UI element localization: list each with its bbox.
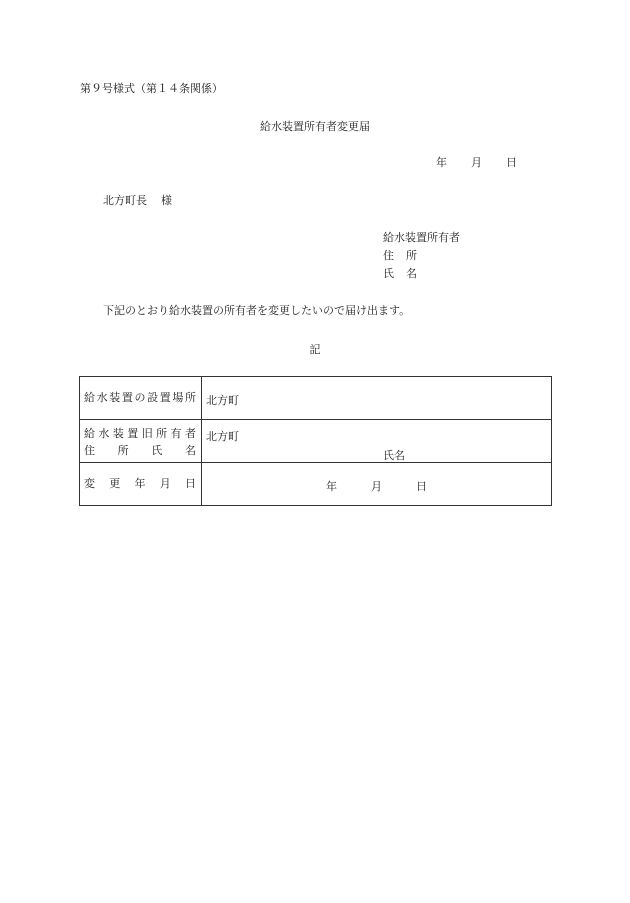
installation-location-label-cell [80,377,202,420]
change-date-year: 年 [326,480,337,493]
owner-block [383,232,460,286]
owner-name-label: 氏 名 [383,267,417,280]
ki-label: 記 [309,343,321,356]
addressee-name: 北方町長 [103,194,147,207]
addressee-honorific: 様 [161,194,172,207]
change-date-month: 月 [371,480,382,493]
body-text: 下記のとおり給水装置の所有者を変更したいので届け出ます。 [103,304,411,317]
owner-address-label: 住 所 [383,249,417,262]
previous-owner-value-cell[interactable] [202,420,552,463]
change-date-label: 変 更 年 月 日 [84,477,196,490]
change-date-day: 日 [416,480,427,493]
form-number: 第９号様式（第１４条関係） [80,82,223,95]
change-date-value-cell[interactable] [202,463,552,506]
document-title: 給水装置所有者変更届 [260,120,370,133]
change-date-label-cell [80,463,202,506]
installation-location-label: 給 水 装 置 の 設 置 場 所 [84,391,196,404]
date-day-label: 日 [506,156,517,169]
previous-owner-address-value: 北方町 [206,430,239,443]
date-month-label: 月 [471,156,482,169]
table-row-previous-owner [80,420,552,463]
previous-owner-name-label: 氏名 [383,449,405,462]
detail-table [79,376,552,506]
change-date-value [326,478,427,494]
installation-location-value: 北方町 [206,394,239,407]
submission-date [436,157,517,168]
installation-location-value-cell[interactable] [202,377,552,420]
previous-owner-label-cell [80,420,202,463]
previous-owner-label: 給 水 装 置 旧 所 有 者 [84,427,196,440]
addressee [103,195,172,206]
table-row-installation-location [80,377,552,420]
table-row-change-date [80,463,552,506]
date-year-label: 年 [436,156,447,169]
owner-heading: 給水装置所有者 [383,231,460,244]
previous-owner-address-name-label: 住 所 氏 名 [84,444,196,457]
